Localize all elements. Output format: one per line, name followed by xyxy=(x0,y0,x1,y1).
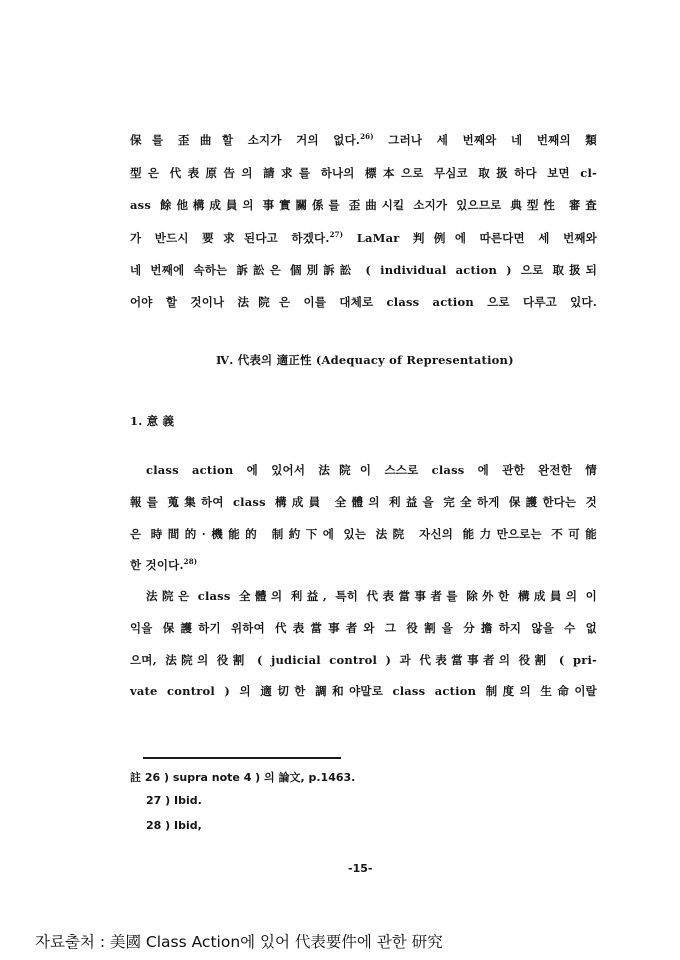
body-line: 保를 歪曲할 소지가 거의 없다.$^{26)}$ 그러나 세 번째와 네 번째의 類 xyxy=(130,132,597,147)
section-heading: Ⅳ. 代表의 適正性 (Adequacy of Representation) xyxy=(216,353,514,367)
body-line: vate control ) 의 適切한 調和야말로 class action 制度의 生命이랄 xyxy=(130,684,597,698)
body-line: class action 에 있어서 法院이 스스로 class 에 관한 완전한 情 xyxy=(146,463,597,477)
footnote: 註 26 ) supra note 4 ) 의 論文, p.1463. xyxy=(130,771,356,784)
subsection-heading: 1. 意 義 xyxy=(130,414,175,428)
body-line: 익을 保護하기 위하여 代表當事者와 그 役割을 分擔하지 않을 수 없 xyxy=(130,621,597,635)
body-line: ass 餘他構成員의 事實關係를 歪曲시킬 소지가 있으므로 典型性 審査 xyxy=(130,198,597,212)
page-number: -15- xyxy=(348,862,373,875)
footnote: 27 ) Ibid. xyxy=(146,794,202,807)
source-caption: 자료출처 : 美國 Class Action에 있어 代表要件에 관한 研究 xyxy=(35,933,443,951)
body-line: 가 반드시 要求된다고 하겠다.$^{27)}$ LaMar 判例에 따른다면 세 번째와 xyxy=(130,230,597,245)
body-line: 으며, 法院의 役割 ( judicial control ) 과 代表當事者의 役割 ( pri- xyxy=(130,653,597,667)
body-line: 型은 代表原告의 請求를 하나의 標本으로 무심코 取扱하다 보면 cl- xyxy=(130,166,597,180)
footnote-divider xyxy=(143,757,341,759)
footnote: 28 ) Ibid, xyxy=(146,819,202,832)
body-line: 法院은 class 全體의 利益, 특히 代表當事者를 除外한 構成員의 이 xyxy=(146,589,597,603)
body-line: 어야 할 것이나 法院은 이를 대체로 class action 으로 다루고 있다. xyxy=(130,295,597,309)
body-line: 한 것이다.$^{28)}$ xyxy=(130,557,198,572)
body-line: 報를 蒐集하여 class 構成員 全體의 利益을 完全하게 保護한다는 것 xyxy=(130,495,597,509)
body-line: 은 時間的·機能的 制約下에 있는 法院 자신의 能力만으로는 不可能 xyxy=(130,527,597,541)
body-line: 네 번째에 속하는 訴訟은 個別訴訟 ( individual action ) 으로 取扱되 xyxy=(130,263,597,277)
